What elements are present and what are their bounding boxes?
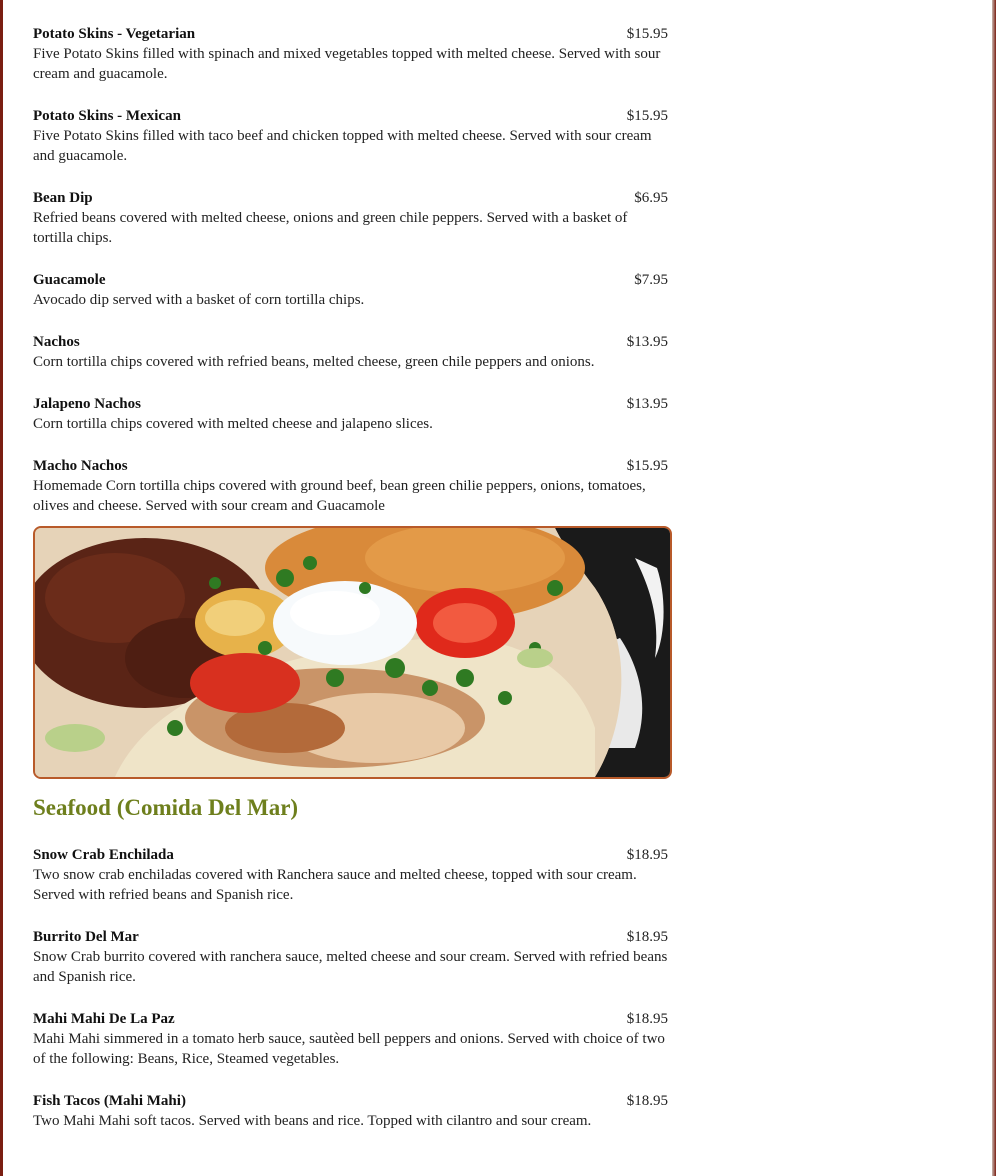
menu-item-header [33, 927, 668, 947]
menu-item-name: Jalapeno Nachos [33, 396, 141, 412]
menu-item-price: $15.95 [626, 26, 668, 42]
menu-item-price: $18.95 [626, 1011, 668, 1027]
menu-item-description: Five Potato Skins filled with spinach and mixed vegetables topped with melted cheese. Served with sour cream and guacamole. [33, 46, 661, 82]
menu-item-name: Fish Tacos (Mahi Mahi) [33, 1093, 186, 1109]
menu-item [33, 1091, 673, 1131]
menu-item-price: $13.95 [626, 396, 668, 412]
menu-item-description: Snow Crab burrito covered with ranchera sauce, melted cheese and sour cream. Served with refried beans and Spanish rice. [33, 949, 668, 985]
food-photo [33, 526, 672, 779]
menu-item-name: Potato Skins - Vegetarian [33, 26, 196, 42]
menu-item [33, 394, 673, 434]
menu-item-description: Five Potato Skins filled with taco beef and chicken topped with melted cheese. Served with sour cream and guacamole. [33, 128, 652, 164]
menu-item-name: Nachos [33, 334, 80, 350]
menu-item-header [33, 1009, 668, 1029]
menu-item-header [33, 106, 668, 126]
menu-item [33, 1009, 673, 1069]
menu-item [33, 24, 673, 84]
menu-item-price: $13.95 [626, 334, 668, 350]
menu-item [33, 332, 673, 372]
menu-item-header [33, 188, 668, 208]
menu-item [33, 845, 673, 905]
menu-item-header [33, 332, 668, 352]
menu-item-name: Bean Dip [33, 190, 93, 206]
menu-item-header [33, 270, 668, 290]
menu-item-header [33, 1091, 668, 1111]
menu-item-price: $15.95 [626, 458, 668, 474]
menu-item-description: Corn tortilla chips covered with refried beans, melted cheese, green chile peppers and onions. [33, 354, 595, 370]
menu-item [33, 188, 673, 248]
menu-content [33, 0, 673, 1153]
menu-item [33, 927, 673, 987]
menu-item-name: Burrito Del Mar [33, 929, 139, 945]
menu-item [33, 456, 673, 516]
menu-item-price: $15.95 [626, 108, 668, 124]
menu-item-name: Guacamole [33, 272, 106, 288]
menu-item-description: Refried beans covered with melted cheese, onions and green chile peppers. Served with a basket of tortilla chips. [33, 210, 628, 246]
menu-item-price: $18.95 [626, 929, 668, 945]
menu-item-name: Snow Crab Enchilada [33, 847, 174, 863]
menu-item-header [33, 394, 668, 414]
taco-plate-illustration [35, 528, 670, 777]
menu-item-name: Potato Skins - Mexican [33, 108, 181, 124]
menu-item-description: Mahi Mahi simmered in a tomato herb sauce, sautèed bell peppers and onions. Served with choice of two of the following: Beans, Rice, Steamed vegetables. [33, 1031, 665, 1067]
menu-item-description: Two snow crab enchiladas covered with Ranchera sauce and melted cheese, topped with sour cream. Served with refried beans and Spanish rice. [33, 867, 637, 903]
menu-item-header [33, 845, 668, 865]
menu-item-description: Avocado dip served with a basket of corn tortilla chips. [33, 292, 365, 308]
menu-item-description: Homemade Corn tortilla chips covered with ground beef, bean green chilie peppers, onions, tomatoes, olives and cheese. Served with sour cream and Guacamole [33, 478, 646, 514]
menu-item [33, 0, 673, 2]
menu-item-price: $6.95 [634, 190, 668, 206]
menu-item-name: Macho Nachos [33, 458, 128, 474]
menu-item-price: $18.95 [626, 847, 668, 863]
menu-item-header [33, 456, 668, 476]
menu-item [33, 106, 673, 166]
section-title-seafood: Seafood (Comida Del Mar) [33, 795, 299, 820]
menu-item-price: $7.95 [634, 272, 668, 288]
menu-item [33, 270, 673, 310]
menu-item-name: Mahi Mahi De La Paz [33, 1011, 175, 1027]
menu-item-description: Corn tortilla chips covered with melted cheese and jalapeno slices. [33, 416, 433, 432]
menu-item-description [33, 0, 668, 2]
menu-item-header [33, 24, 668, 44]
page-frame-left [0, 0, 3, 1176]
page-frame-right [992, 0, 996, 1176]
menu-item-price: $18.95 [626, 1093, 668, 1109]
menu-item-description: Two Mahi Mahi soft tacos. Served with beans and rice. Topped with cilantro and sour cream. [33, 1113, 592, 1129]
